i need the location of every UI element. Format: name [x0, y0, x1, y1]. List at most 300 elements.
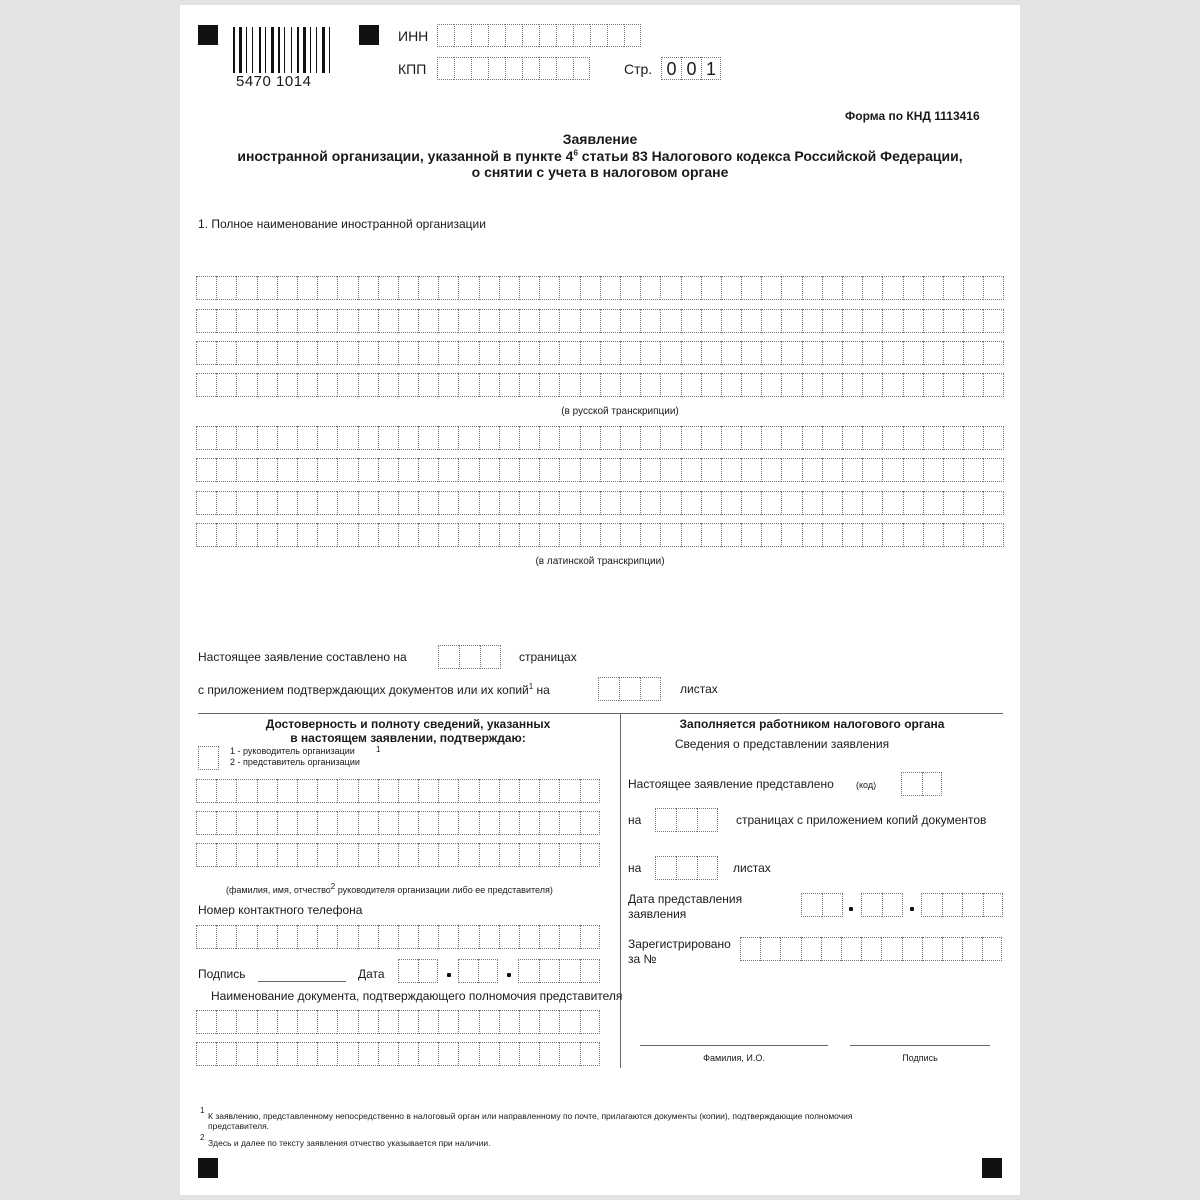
input-cell[interactable]	[236, 1042, 256, 1066]
input-cell[interactable]	[196, 1042, 216, 1066]
input-cell[interactable]	[580, 843, 600, 867]
input-cell[interactable]	[317, 373, 337, 397]
input-cell[interactable]	[862, 276, 882, 300]
input-cell[interactable]	[479, 1010, 499, 1034]
input-cell[interactable]	[721, 309, 741, 333]
input-cell[interactable]	[640, 341, 660, 365]
input-cell[interactable]	[378, 309, 398, 333]
input-cell[interactable]	[963, 373, 983, 397]
input-cell[interactable]	[580, 341, 600, 365]
input-cell[interactable]	[458, 458, 478, 482]
input-cell[interactable]	[862, 458, 882, 482]
input-cell[interactable]	[378, 843, 398, 867]
input-cell[interactable]	[297, 779, 317, 803]
input-cell[interactable]	[257, 491, 277, 515]
input-cell[interactable]	[337, 811, 357, 835]
input-cell[interactable]	[882, 426, 902, 450]
input-cell[interactable]	[721, 491, 741, 515]
input-cell[interactable]	[780, 937, 800, 961]
input-cell[interactable]	[842, 523, 862, 547]
input-cell[interactable]	[499, 1042, 519, 1066]
input-cell[interactable]	[236, 458, 256, 482]
input-cell[interactable]	[983, 341, 1003, 365]
input-cell[interactable]	[697, 808, 718, 832]
input-cell[interactable]	[676, 856, 697, 880]
input-cell[interactable]	[519, 276, 539, 300]
input-cell[interactable]	[600, 309, 620, 333]
input-cell[interactable]	[458, 426, 478, 450]
input-cell[interactable]	[454, 24, 471, 47]
input-cell[interactable]	[681, 276, 701, 300]
input-cell[interactable]	[297, 523, 317, 547]
input-cell[interactable]	[681, 426, 701, 450]
input-cell[interactable]	[398, 458, 418, 482]
org-name-lat-row-1[interactable]	[196, 426, 1004, 450]
input-cell[interactable]	[216, 276, 236, 300]
input-cell[interactable]	[963, 341, 983, 365]
input-cell[interactable]	[761, 373, 781, 397]
input-cell[interactable]	[519, 779, 539, 803]
input-cell[interactable]	[216, 341, 236, 365]
input-cell[interactable]	[580, 458, 600, 482]
input-cell[interactable]	[499, 309, 519, 333]
input-cell[interactable]	[437, 24, 454, 47]
input-cell[interactable]	[196, 925, 216, 949]
input-cell[interactable]	[522, 57, 539, 80]
input-cell[interactable]	[418, 341, 438, 365]
input-cell[interactable]	[842, 276, 862, 300]
input-cell[interactable]	[257, 779, 277, 803]
inn-input[interactable]	[437, 24, 641, 47]
input-cell[interactable]	[559, 959, 580, 983]
input-cell[interactable]	[901, 772, 922, 796]
input-cell[interactable]	[277, 1042, 297, 1066]
input-cell[interactable]	[337, 491, 357, 515]
input-cell[interactable]	[216, 925, 236, 949]
input-cell[interactable]	[458, 523, 478, 547]
input-cell[interactable]	[198, 746, 219, 770]
input-cell[interactable]	[257, 1010, 277, 1034]
input-cell[interactable]	[882, 276, 902, 300]
input-cell[interactable]	[277, 843, 297, 867]
input-cell[interactable]	[297, 426, 317, 450]
input-cell[interactable]	[458, 341, 478, 365]
input-cell[interactable]	[539, 1010, 559, 1034]
input-cell[interactable]	[539, 779, 559, 803]
input-cell[interactable]	[539, 426, 559, 450]
input-cell[interactable]	[479, 843, 499, 867]
input-cell[interactable]	[580, 491, 600, 515]
input-cell[interactable]	[337, 523, 357, 547]
input-cell[interactable]	[822, 373, 842, 397]
input-cell[interactable]	[398, 523, 418, 547]
input-cell[interactable]	[982, 937, 1002, 961]
input-cell[interactable]	[802, 426, 822, 450]
input-cell[interactable]	[337, 843, 357, 867]
input-cell[interactable]	[317, 523, 337, 547]
input-cell[interactable]	[841, 937, 861, 961]
input-cell[interactable]	[963, 458, 983, 482]
input-cell[interactable]	[559, 458, 579, 482]
input-cell[interactable]	[923, 276, 943, 300]
input-cell[interactable]	[903, 491, 923, 515]
input-cell[interactable]	[499, 341, 519, 365]
input-cell[interactable]	[378, 811, 398, 835]
input-cell[interactable]	[522, 24, 539, 47]
input-cell[interactable]	[196, 779, 216, 803]
input-cell[interactable]	[963, 491, 983, 515]
input-cell[interactable]	[257, 426, 277, 450]
presented-code-input[interactable]	[901, 772, 942, 796]
input-cell[interactable]	[499, 1010, 519, 1034]
input-cell[interactable]	[398, 309, 418, 333]
input-cell[interactable]	[559, 925, 579, 949]
input-cell[interactable]	[458, 959, 478, 983]
input-cell[interactable]	[781, 309, 801, 333]
signer-name-row-1[interactable]	[196, 779, 600, 803]
input-cell[interactable]	[418, 309, 438, 333]
input-cell[interactable]	[479, 373, 499, 397]
input-cell[interactable]	[216, 491, 236, 515]
input-cell[interactable]	[277, 1010, 297, 1034]
input-cell[interactable]	[539, 276, 559, 300]
input-cell[interactable]	[781, 491, 801, 515]
input-cell[interactable]	[701, 276, 721, 300]
input-cell[interactable]	[257, 523, 277, 547]
input-cell[interactable]	[619, 677, 640, 701]
input-cell[interactable]	[640, 373, 660, 397]
input-cell[interactable]	[943, 523, 963, 547]
input-cell[interactable]	[781, 276, 801, 300]
input-cell[interactable]	[600, 341, 620, 365]
input-cell[interactable]	[539, 491, 559, 515]
input-cell[interactable]	[559, 523, 579, 547]
input-cell[interactable]	[802, 341, 822, 365]
input-cell[interactable]	[458, 373, 478, 397]
input-cell[interactable]	[802, 523, 822, 547]
input-cell[interactable]	[398, 276, 418, 300]
input-cell[interactable]	[822, 426, 842, 450]
input-cell[interactable]	[842, 491, 862, 515]
input-cell[interactable]	[519, 925, 539, 949]
input-cell[interactable]	[620, 276, 640, 300]
input-cell[interactable]	[317, 491, 337, 515]
input-cell[interactable]	[862, 523, 882, 547]
input-cell[interactable]	[861, 893, 882, 917]
input-cell[interactable]	[922, 937, 942, 961]
input-cell[interactable]	[378, 523, 398, 547]
input-cell[interactable]	[297, 811, 317, 835]
input-cell[interactable]	[660, 341, 680, 365]
input-cell[interactable]	[317, 309, 337, 333]
input-cell[interactable]	[358, 1042, 378, 1066]
input-cell[interactable]	[317, 811, 337, 835]
input-cell[interactable]	[398, 341, 418, 365]
input-cell[interactable]	[660, 458, 680, 482]
input-cell[interactable]	[943, 458, 963, 482]
input-cell[interactable]	[196, 843, 216, 867]
input-cell[interactable]	[923, 523, 943, 547]
input-cell[interactable]	[479, 523, 499, 547]
input-cell[interactable]	[479, 491, 499, 515]
input-cell[interactable]	[418, 843, 438, 867]
input-cell[interactable]	[519, 843, 539, 867]
input-cell[interactable]	[499, 843, 519, 867]
input-cell[interactable]	[257, 925, 277, 949]
input-cell[interactable]	[923, 341, 943, 365]
input-cell[interactable]	[398, 1042, 418, 1066]
input-cell[interactable]	[640, 276, 660, 300]
input-cell[interactable]	[317, 779, 337, 803]
input-cell[interactable]	[519, 373, 539, 397]
input-cell[interactable]	[559, 426, 579, 450]
input-cell[interactable]	[297, 1010, 317, 1034]
input-cell[interactable]	[418, 811, 438, 835]
input-cell[interactable]	[479, 309, 499, 333]
input-cell[interactable]	[499, 373, 519, 397]
input-cell[interactable]	[842, 341, 862, 365]
input-cell[interactable]	[801, 893, 822, 917]
input-cell[interactable]	[620, 458, 640, 482]
input-cell[interactable]	[519, 491, 539, 515]
input-cell[interactable]	[519, 309, 539, 333]
input-cell[interactable]	[681, 458, 701, 482]
input-cell[interactable]	[277, 426, 297, 450]
input-cell[interactable]	[398, 1010, 418, 1034]
org-name-lat-row-3[interactable]	[196, 491, 1004, 515]
input-cell[interactable]	[801, 937, 821, 961]
input-cell[interactable]	[257, 373, 277, 397]
input-cell[interactable]	[903, 276, 923, 300]
input-cell[interactable]	[761, 341, 781, 365]
input-cell[interactable]	[559, 341, 579, 365]
input-cell[interactable]	[257, 811, 277, 835]
input-cell[interactable]	[600, 458, 620, 482]
pages-count-input[interactable]	[438, 645, 501, 669]
input-cell[interactable]	[297, 843, 317, 867]
input-cell[interactable]	[620, 523, 640, 547]
input-cell[interactable]	[458, 779, 478, 803]
input-cell[interactable]	[923, 491, 943, 515]
input-cell[interactable]	[842, 309, 862, 333]
input-cell[interactable]	[337, 426, 357, 450]
input-cell[interactable]	[438, 843, 458, 867]
org-name-ru-row-1[interactable]	[196, 276, 1004, 300]
input-cell[interactable]	[741, 373, 761, 397]
input-cell[interactable]	[962, 893, 983, 917]
input-cell[interactable]	[539, 811, 559, 835]
input-cell[interactable]	[539, 341, 559, 365]
input-cell[interactable]	[660, 373, 680, 397]
input-cell[interactable]	[358, 843, 378, 867]
input-cell[interactable]	[983, 309, 1003, 333]
input-cell[interactable]	[862, 491, 882, 515]
input-cell[interactable]	[236, 309, 256, 333]
input-cell[interactable]	[398, 959, 418, 983]
input-cell[interactable]	[398, 925, 418, 949]
input-cell[interactable]	[418, 1042, 438, 1066]
input-cell[interactable]	[196, 458, 216, 482]
received-sheets-input[interactable]	[655, 856, 718, 880]
input-cell[interactable]	[196, 1010, 216, 1034]
input-cell[interactable]	[842, 458, 862, 482]
input-cell[interactable]	[539, 57, 556, 80]
input-cell[interactable]	[963, 426, 983, 450]
input-cell[interactable]	[458, 309, 478, 333]
input-cell[interactable]	[580, 373, 600, 397]
input-cell[interactable]	[317, 276, 337, 300]
input-cell[interactable]	[943, 341, 963, 365]
input-cell[interactable]	[660, 491, 680, 515]
input-cell[interactable]	[881, 937, 901, 961]
input-cell[interactable]	[257, 276, 277, 300]
input-cell[interactable]	[358, 341, 378, 365]
input-cell[interactable]	[418, 373, 438, 397]
input-cell[interactable]	[903, 458, 923, 482]
input-cell[interactable]	[640, 426, 660, 450]
input-cell[interactable]	[459, 645, 480, 669]
input-cell[interactable]	[317, 1010, 337, 1034]
input-cell[interactable]	[378, 779, 398, 803]
input-cell[interactable]	[471, 57, 488, 80]
input-cell[interactable]	[196, 341, 216, 365]
input-cell[interactable]	[317, 1042, 337, 1066]
input-cell[interactable]	[518, 959, 539, 983]
input-cell[interactable]	[640, 523, 660, 547]
input-cell[interactable]	[358, 373, 378, 397]
input-cell[interactable]	[983, 893, 1004, 917]
input-cell[interactable]	[701, 309, 721, 333]
input-cell[interactable]	[963, 523, 983, 547]
input-cell[interactable]	[418, 458, 438, 482]
input-cell[interactable]	[761, 276, 781, 300]
input-cell[interactable]	[821, 937, 841, 961]
input-cell[interactable]	[236, 811, 256, 835]
input-cell[interactable]	[943, 491, 963, 515]
input-cell[interactable]	[539, 309, 559, 333]
input-cell[interactable]	[559, 373, 579, 397]
input-cell[interactable]	[378, 458, 398, 482]
input-cell[interactable]	[983, 523, 1003, 547]
input-cell[interactable]	[802, 491, 822, 515]
input-cell[interactable]	[438, 373, 458, 397]
input-cell[interactable]	[640, 458, 660, 482]
input-cell[interactable]	[943, 426, 963, 450]
input-cell[interactable]	[539, 24, 556, 47]
input-cell[interactable]	[740, 937, 760, 961]
input-cell[interactable]	[458, 925, 478, 949]
input-cell[interactable]	[378, 276, 398, 300]
input-cell[interactable]	[378, 1042, 398, 1066]
input-cell[interactable]	[943, 309, 963, 333]
input-cell[interactable]	[921, 893, 942, 917]
input-cell[interactable]	[488, 57, 505, 80]
input-cell[interactable]	[257, 1042, 277, 1066]
input-cell[interactable]	[741, 491, 761, 515]
input-cell[interactable]	[277, 523, 297, 547]
input-cell[interactable]	[337, 309, 357, 333]
input-cell[interactable]	[358, 811, 378, 835]
input-cell[interactable]	[216, 309, 236, 333]
input-cell[interactable]	[277, 925, 297, 949]
input-cell[interactable]	[942, 937, 962, 961]
signature-line[interactable]	[258, 981, 346, 982]
input-cell[interactable]	[479, 1042, 499, 1066]
input-cell[interactable]	[903, 523, 923, 547]
input-cell[interactable]	[519, 811, 539, 835]
input-cell[interactable]	[337, 925, 357, 949]
input-cell[interactable]	[519, 523, 539, 547]
input-cell[interactable]	[236, 843, 256, 867]
input-cell[interactable]	[216, 779, 236, 803]
input-cell[interactable]	[802, 458, 822, 482]
input-cell[interactable]	[600, 373, 620, 397]
sheets-count-input[interactable]	[598, 677, 661, 701]
input-cell[interactable]	[676, 808, 697, 832]
input-cell[interactable]	[903, 426, 923, 450]
input-cell[interactable]	[559, 779, 579, 803]
input-cell[interactable]	[438, 309, 458, 333]
input-cell[interactable]	[580, 276, 600, 300]
input-cell[interactable]	[196, 373, 216, 397]
input-cell[interactable]	[277, 458, 297, 482]
input-cell[interactable]	[983, 373, 1003, 397]
input-cell[interactable]	[480, 645, 501, 669]
input-cell[interactable]	[438, 811, 458, 835]
input-cell[interactable]	[297, 458, 317, 482]
input-cell[interactable]	[903, 341, 923, 365]
input-cell[interactable]	[882, 341, 902, 365]
input-cell[interactable]	[761, 491, 781, 515]
input-cell[interactable]	[277, 811, 297, 835]
input-cell[interactable]	[620, 426, 640, 450]
input-cell[interactable]	[539, 523, 559, 547]
input-cell[interactable]	[741, 276, 761, 300]
input-cell[interactable]	[983, 276, 1003, 300]
input-cell[interactable]	[438, 925, 458, 949]
signer-name-row-3[interactable]	[196, 843, 600, 867]
kpp-input[interactable]	[437, 57, 590, 80]
input-cell[interactable]	[701, 523, 721, 547]
input-cell[interactable]	[317, 843, 337, 867]
input-cell[interactable]	[580, 811, 600, 835]
input-cell[interactable]	[236, 779, 256, 803]
input-cell[interactable]	[337, 779, 357, 803]
input-cell[interactable]	[882, 523, 902, 547]
input-cell[interactable]	[398, 843, 418, 867]
officer-signature-line[interactable]	[850, 1045, 990, 1046]
input-cell[interactable]	[559, 491, 579, 515]
input-cell[interactable]	[257, 341, 277, 365]
input-cell[interactable]	[721, 373, 741, 397]
input-cell[interactable]	[822, 458, 842, 482]
input-cell[interactable]	[479, 779, 499, 803]
input-cell[interactable]	[902, 937, 922, 961]
input-cell[interactable]	[317, 925, 337, 949]
submission-date-month[interactable]	[861, 893, 903, 917]
input-cell[interactable]	[438, 523, 458, 547]
submission-date-year[interactable]	[921, 893, 1003, 917]
input-cell[interactable]	[580, 925, 600, 949]
input-cell[interactable]	[556, 57, 573, 80]
input-cell[interactable]	[655, 808, 676, 832]
input-cell[interactable]	[539, 925, 559, 949]
input-cell[interactable]	[236, 523, 256, 547]
input-cell[interactable]	[398, 373, 418, 397]
input-cell[interactable]	[539, 458, 559, 482]
input-cell[interactable]	[580, 309, 600, 333]
input-cell[interactable]	[358, 309, 378, 333]
